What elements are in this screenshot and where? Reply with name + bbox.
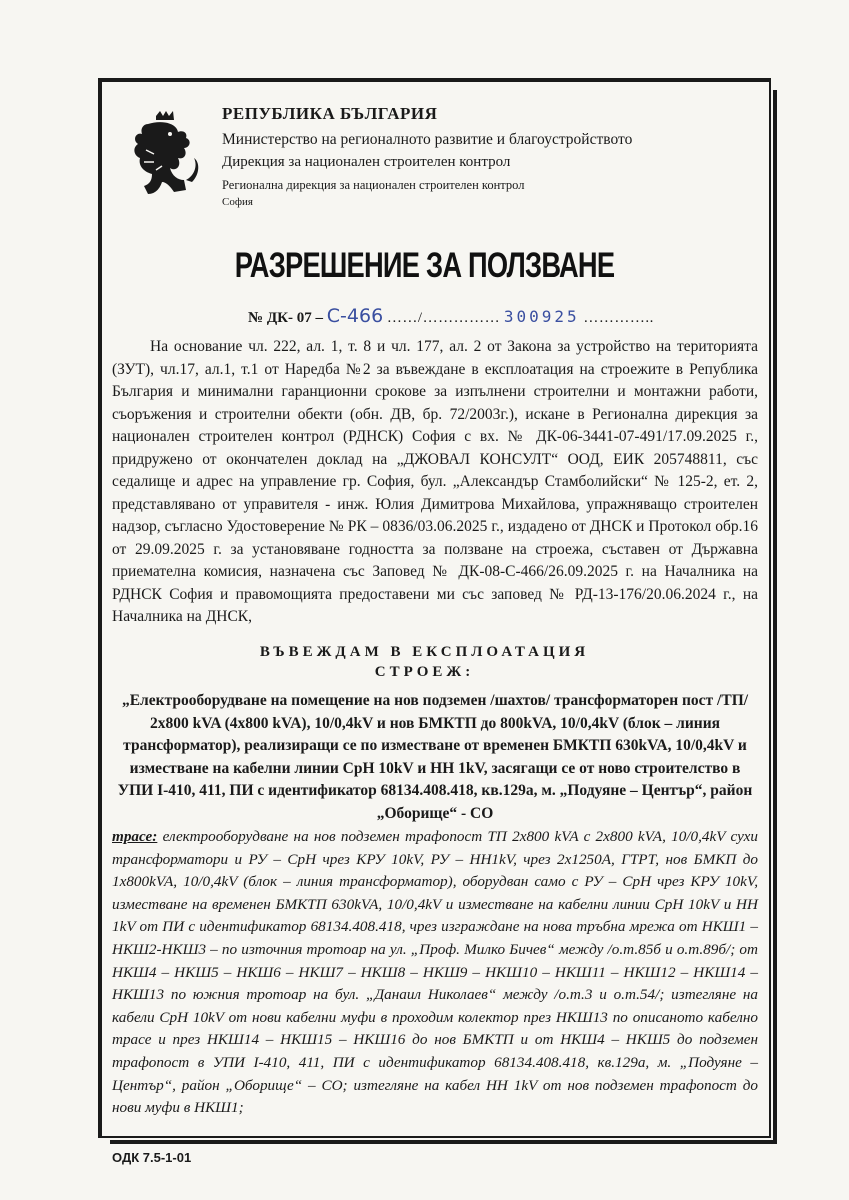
footer-code: ОДК 7.5-1-01	[112, 1150, 192, 1165]
city-name: София	[222, 196, 253, 208]
ministry-name: Министерство на регионалното развитие и благоустройството	[222, 131, 633, 148]
route-label: трасе:	[112, 828, 158, 845]
decision-line-2: СТРОЕЖ:	[374, 664, 475, 680]
object-description: „Електрооборудване на помещение на нов подземен /шахтов/ трансформаторен пост /ТП/ 2х800 kVA (4х800 kVA), 10/0,4kV и нов БМКТП до 800kVA, 10/0,4kV (блок – линия трансформатор), реализиращи се по изместване от временен БМКТП 630kVA, 10/0,4kV и изместване на кабелни линии СрН 10kV и НН 1kV, засягащи се от ново строителство в УПИ I-410, 411, ПИ с идентификатор 68134.408.418, кв.129а, м. „Подуяне – Център“, район „Оборище“ - СО	[117, 692, 753, 822]
doc-date-stamped: 300925	[503, 307, 580, 326]
document-title: РАЗРЕШЕНИЕ ЗА ПОЛЗВАНЕ	[234, 246, 615, 285]
doc-number-separator: ……/……………	[386, 310, 501, 326]
preamble-paragraph: На основание чл. 222, ал. 1, т. 8 и чл. 177, ал. 2 от Закона за устройство на територията (ЗУТ), чл.17, ал.1, т.1 от Наредба №2 за въвеждане в експлоатация на строежите в Република България и минимални гаранционни срокове за изпълнени строителни и монтажни работи, съоръжения и строителни обекти (обн. ДВ, бр. 72/2003г.), искане в Регионална дирекция за национален строителен контрол (РДНСК) София с вх. № ДК-06-3441-07-491/17.09.2025 г., придружено от окончателен доклад на „ДЖОВАЛ КОНСУЛТ“ ООД, ЕИК 205748811, със седалище и адрес на управление гр. София, бул. „Александър Стамболийски“ № 125-2, ет. 2, представлявано от управителя - инж. Юлия Димитрова Михайлова, упражняващо строителен надзор, съгласно Удостоверение № РК – 0836/03.06.2025 г., издадено от ДНСК и Протокол обр.16 от 29.09.2025 г. за установяване годността за ползване на строежа, съставен от Държавна приемателна комисия, назначена със Заповед № ДК-08-С-466/26.09.2025 г. на Началника на РДНСК София и правомощията предоставени ми със заповед № РД-13-176/20.06.2024 г., на Началника на ДНСК,	[112, 338, 758, 625]
doc-number-handwritten: С-466	[326, 305, 384, 327]
doc-number-suffix: …………..	[583, 310, 654, 326]
country-name: РЕПУБЛИКА БЪЛГАРИЯ	[222, 104, 438, 123]
regional-directorate-name: Регионална дирекция за национален строителен контрол	[222, 178, 525, 192]
document-number	[248, 305, 654, 327]
decision-line-1: ВЪВЕЖДАМ В ЕКСПЛОАТАЦИЯ	[259, 644, 590, 660]
directorate-name: Дирекция за национален строителен контрол	[222, 154, 511, 170]
route-text: електрооборудване на нов подземен трафопост ТП 2х800 kVA с 2х800 kVA, 10/0,4kV сухи трансформатори и РУ – СрН чрез КРУ 10kV, РУ – НН1kV, чрез 2х1250А, ГТРТ, нов БМКП до 1х800kVA, 10/0,4kV (блок – линия трансформатор), оборудван само с РУ – СрН чрез КРУ 10kV, изместване на временен БМКТП 630kVA, 10/0,4kV и изместване на кабелни линии СрН 10kV и НН 1kV от ПИ с идентификатор 68134.408.418, чрез изграждане на нова тръбна мрежа от НКШ1 – НКШ2-НКШ3 – по източния тротоар на ул. „Проф. Милко Бичев“ между /о.т.85б и о.т.89б/; от НКШ4 – НКШ5 – НКШ6 – НКШ7 – НКШ8 – НКШ9 – НКШ10 – НКШ11 – НКШ12 – НКШ14 – НКШ13 по южния тротоар на бул. „Данаил Николаев“ между /о.т.3 и о.т.54/; изтегляне на кабели СрН 10kV от нови кабелни муфи в проходим колектор през НКШ13 по описаното кабелно трасе и през НКШ14 – НКШ15 – НКШ16 до нов БМКТП и от НКШ4 – НКШ5 до подземен трафопост в УПИ I-410, 411, ПИ с идентификатор 68134.408.418, кв.129а, м. „Подуяне – Център“, район „Оборище“ – СО; изтегляне на кабел НН 1kV от нов подземен трафопост до нови муфи в НКШ1;	[112, 828, 758, 1117]
route-section	[112, 826, 758, 1120]
doc-number-prefix: № ДК- 07 –	[248, 310, 324, 326]
decision-heading	[0, 642, 849, 682]
preamble-section	[112, 336, 758, 629]
coat-of-arms-lion-icon	[126, 110, 202, 198]
